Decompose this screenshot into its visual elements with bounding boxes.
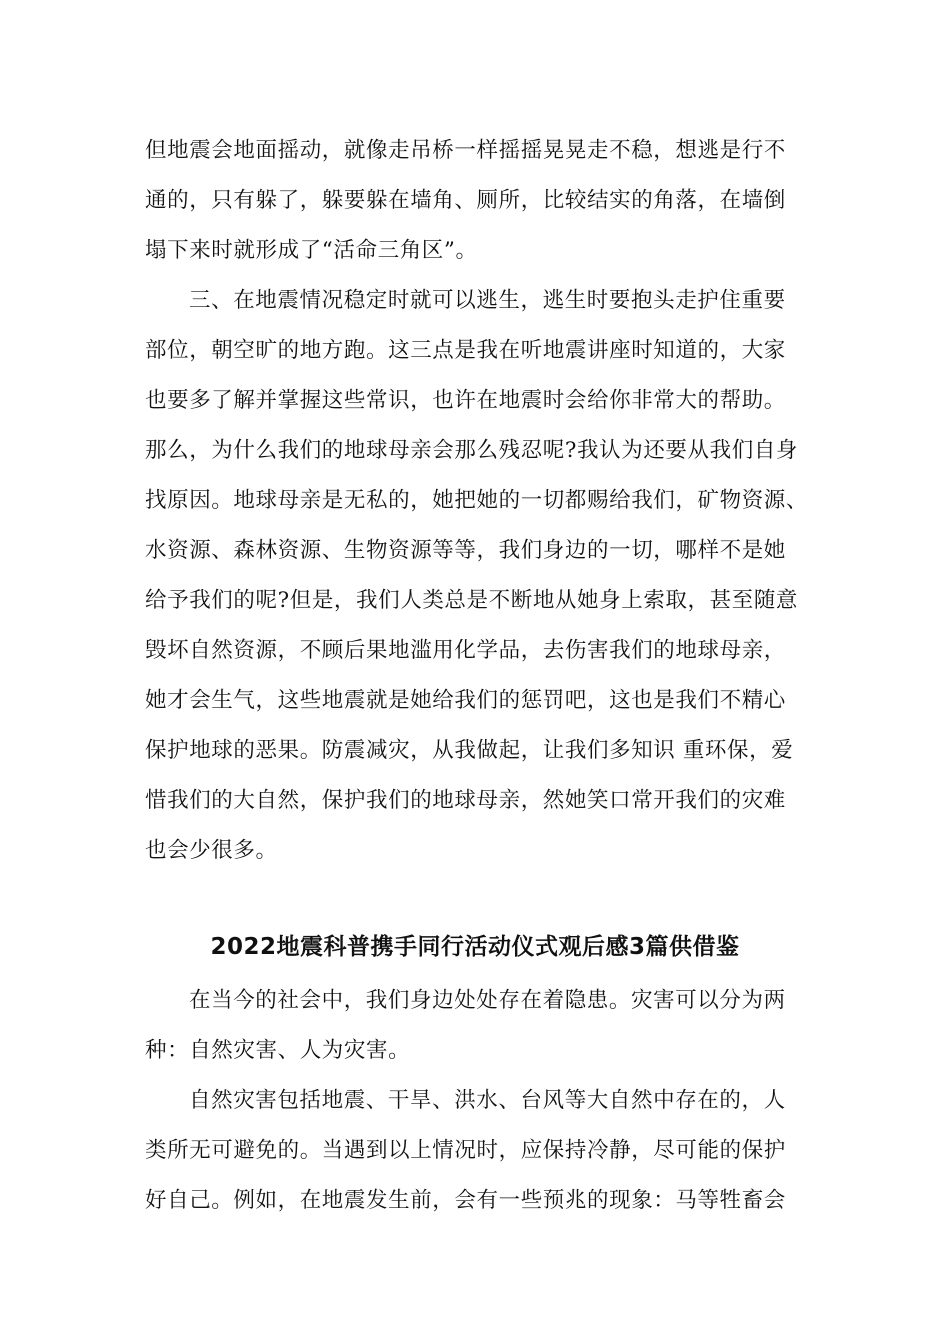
paragraph-line: 类所无可避免的。当遇到以上情况时，应保持冷静，尽可能的保护 [145,1138,786,1163]
paragraph-line: 找原因。地球母亲是无私的，她把她的一切都赐给我们，矿物资源、 [145,488,809,513]
paragraph-line: 自然灾害包括地震、干旱、洪水、台风等大自然中存在的，人 [189,1088,786,1113]
paragraph-line: 也会少很多。 [145,838,278,863]
paragraph-line: 在当今的社会中，我们身边处处存在着隐患。灾害可以分为两 [189,988,786,1013]
paragraph-line: 好自己。例如，在地震发生前，会有一些预兆的现象：马等牲畜会 [145,1188,786,1213]
section-title: 2022地震科普携手同行活动仪式观后感3篇供借鉴 [210,934,740,960]
paragraph-line: 通的，只有躲了，躲要躲在墙角、厕所，比较结实的角落，在墙倒 [145,188,786,213]
paragraph-line: 她才会生气，这些地震就是她给我们的惩罚吧，这也是我们不精心 [145,688,786,713]
paragraph-line: 但地震会地面摇动，就像走吊桥一样摇摇晃晃走不稳，想逃是行不 [145,138,786,163]
paragraph-line: 惜我们的大自然，保护我们的地球母亲，然她笑口常开我们的灾难 [145,788,786,813]
paragraph-line: 毁坏自然资源，不顾后果地滥用化学品，去伤害我们的地球母亲， [145,638,786,663]
paragraph-line: 也要多了解并掌握这些常识，也许在地震时会给你非常大的帮助。 [145,388,786,413]
paragraph-line: 种：自然灾害、人为灾害。 [145,1038,411,1063]
paragraph-line: 保护地球的恶果。防震减灾，从我做起，让我们多知识 重环保，爱 [145,738,794,763]
paragraph-line: 三、在地震情况稳定时就可以逃生，逃生时要抱头走护住重要 [189,288,786,313]
paragraph-line: 水资源、森林资源、生物资源等等，我们身边的一切，哪样不是她 [145,538,786,563]
paragraph-line: 塌下来时就形成了“活命三角区”。 [145,238,478,263]
paragraph-line: 那么，为什么我们的地球母亲会那么残忍呢?我认为还要从我们自身 [145,438,799,463]
paragraph-line: 给予我们的呢?但是，我们人类总是不断地从她身上索取，甚至随意 [145,588,799,613]
paragraph-line: 部位，朝空旷的地方跑。这三点是我在听地震讲座时知道的，大家 [145,338,786,363]
